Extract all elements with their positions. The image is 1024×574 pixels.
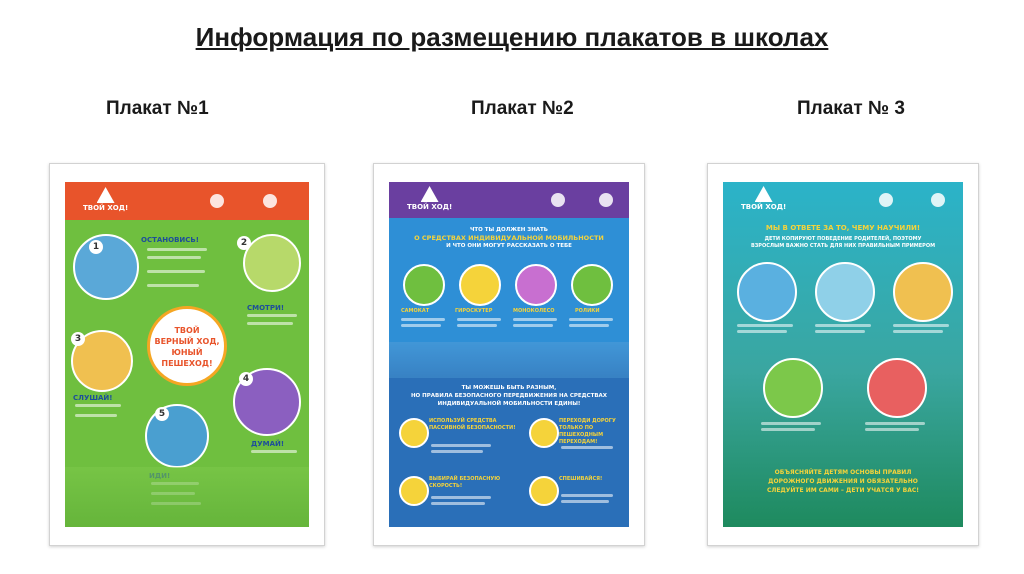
text-line bbox=[761, 428, 815, 431]
text-line bbox=[147, 270, 205, 273]
poster-2-headline: ЧТО ТЫ ДОЛЖЕН ЗНАТЬ О СРЕДСТВАХ ИНДИВИДУАЛЬНОЙ МОБИЛЬНОСТИ И ЧТО ОНИ МОГУТ РАССКАЗАТЬ О ТЕБЕ bbox=[414, 227, 604, 249]
scooter-circle bbox=[403, 264, 445, 306]
text-line bbox=[737, 330, 787, 333]
text-line bbox=[75, 414, 117, 417]
crosswalk-icon bbox=[529, 418, 559, 448]
text-line bbox=[247, 314, 297, 317]
text-line bbox=[561, 446, 613, 449]
logo-icon bbox=[421, 186, 439, 202]
text-line bbox=[457, 324, 497, 327]
emblem-icon bbox=[263, 194, 277, 208]
hoverboard-circle bbox=[459, 264, 501, 306]
step-number: 2 bbox=[237, 236, 251, 250]
step-number: 1 bbox=[89, 240, 103, 254]
poster-2-frame[interactable] bbox=[373, 163, 645, 546]
step-number: 5 bbox=[155, 407, 169, 421]
dismount-icon bbox=[529, 476, 559, 506]
text-line bbox=[569, 324, 609, 327]
poster-3-headline: МЫ В ОТВЕТЕ ЗА ТО, ЧЕМУ НАУЧИЛИ! bbox=[765, 224, 921, 232]
item-gyroscooter: ГИРОСКУТЕР bbox=[455, 308, 493, 314]
poster-2-middle: ТЫ МОЖЕШЬ БЫТЬ РАЗНЫМ, НО ПРАВИЛА БЕЗОПАСНОГО ПЕРЕДВИЖЕНИЯ НА СРЕДСТВАХ ИНДИВИДУАЛЬНОЙ МОБИЛЬНОСТИ ЕДИНЫ! bbox=[410, 385, 608, 407]
item-rollers: РОЛИКИ bbox=[575, 308, 600, 314]
text-line bbox=[893, 324, 949, 327]
poster-3-footer: ОБЪЯСНЯЙТЕ ДЕТЯМ ОСНОВЫ ПРАВИЛ ДОРОЖНОГО ДВИЖЕНИЯ И ОБЯЗАТЕЛЬНО СЛЕДУЙТЕ ИМ САМИ – ДЕТИ УЧАТСЯ У ВАС! bbox=[766, 469, 920, 494]
poster-1-image bbox=[65, 182, 309, 527]
text-line bbox=[147, 248, 207, 251]
illustration-circle-1 bbox=[737, 262, 797, 322]
rollers-circle bbox=[571, 264, 613, 306]
poster-3-subhead: ДЕТИ КОПИРУЮТ ПОВЕДЕНИЕ РОДИТЕЛЕЙ, ПОЭТОМУ ВЗРОСЛЫМ ВАЖНО СТАТЬ ДЛЯ НИХ ПРАВИЛЬНЫМ ПРИМЕРОМ bbox=[750, 236, 936, 249]
step-number: 3 bbox=[71, 332, 85, 346]
emblem-icon bbox=[210, 194, 224, 208]
text-line bbox=[569, 318, 613, 321]
tip-protection: ИСПОЛЬЗУЙ СРЕДСТВА ПАССИВНОЙ БЕЗОПАСНОСТИ! bbox=[429, 418, 516, 431]
heading-stop: ОСТАНОВИСЬ! bbox=[141, 236, 199, 244]
text-line bbox=[815, 330, 865, 333]
tip-crossing: ПЕРЕХОДИ ДОРОГУ ТОЛЬКО ПО ПЕШЕХОДНЫМ ПЕРЕХОДАМ! bbox=[559, 418, 616, 445]
text-line bbox=[737, 324, 793, 327]
text-line bbox=[513, 324, 553, 327]
emblem-icon bbox=[879, 193, 893, 207]
text-line bbox=[401, 318, 445, 321]
text-line bbox=[457, 318, 501, 321]
poster-2-image bbox=[389, 182, 629, 527]
speedometer-icon bbox=[399, 476, 429, 506]
text-line bbox=[147, 284, 199, 287]
monowheel-circle bbox=[515, 264, 557, 306]
heading-look: СМОТРИ! bbox=[247, 304, 285, 312]
text-line bbox=[431, 496, 491, 499]
text-line bbox=[561, 500, 609, 503]
illustration-circle-2 bbox=[815, 262, 875, 322]
poster-1-frame[interactable] bbox=[49, 163, 325, 546]
illustration-circle-1 bbox=[73, 234, 139, 300]
poster-1-label: Плакат №1 bbox=[106, 98, 209, 119]
poster-3-label: Плакат № 3 bbox=[797, 98, 905, 119]
text-line bbox=[147, 256, 201, 259]
poster-1-logo: ТВОЙ ХОД! bbox=[83, 187, 128, 212]
poster-3-frame[interactable] bbox=[707, 163, 979, 546]
text-line bbox=[865, 422, 925, 425]
text-line bbox=[893, 330, 943, 333]
heading-listen: СЛУШАЙ! bbox=[73, 394, 113, 402]
poster-3-logo: ТВОЙ ХОД! bbox=[741, 186, 786, 211]
tip-dismount: СПЕШИВАЙСЯ! bbox=[559, 476, 603, 482]
logo-icon bbox=[755, 186, 773, 202]
poster-2-label: Плакат №2 bbox=[471, 98, 574, 119]
illustration-circle-4 bbox=[763, 358, 823, 418]
text-line bbox=[761, 422, 821, 425]
poster-2-logo: ТВОЙ ХОД! bbox=[407, 186, 452, 211]
city-silhouette bbox=[65, 467, 309, 527]
text-line bbox=[251, 450, 297, 453]
text-line bbox=[865, 428, 919, 431]
heading-think: ДУМАЙ! bbox=[251, 440, 285, 448]
emblem-icon bbox=[551, 193, 565, 207]
illustration-circle-5 bbox=[867, 358, 927, 418]
logo-icon bbox=[97, 187, 115, 203]
poster-3-image bbox=[723, 182, 963, 527]
text-line bbox=[431, 450, 483, 453]
text-line bbox=[431, 502, 485, 505]
slide-title: Информация по размещению плакатов в школах bbox=[195, 22, 829, 52]
emblem-icon bbox=[931, 193, 945, 207]
illustration-circle-3 bbox=[893, 262, 953, 322]
text-line bbox=[75, 404, 121, 407]
item-scooter: САМОКАТ bbox=[401, 308, 430, 314]
poster-1-slogan: ТВОЙ ВЕРНЫЙ ХОД, ЮНЫЙ ПЕШЕХОД! bbox=[147, 306, 227, 386]
item-monowheel: МОНОКОЛЕСО bbox=[513, 308, 555, 314]
text-line bbox=[513, 318, 557, 321]
illustration-circle-2 bbox=[243, 234, 301, 292]
text-line bbox=[247, 322, 293, 325]
text-line bbox=[431, 444, 491, 447]
text-line bbox=[561, 494, 613, 497]
text-line bbox=[815, 324, 871, 327]
tip-speed: ВЫБИРАЙ БЕЗОПАСНУЮ СКОРОСТЬ! bbox=[429, 476, 501, 489]
text-line bbox=[401, 324, 441, 327]
emblem-icon bbox=[599, 193, 613, 207]
city-silhouette bbox=[389, 342, 629, 382]
helmet-icon bbox=[399, 418, 429, 448]
step-number: 4 bbox=[239, 372, 253, 386]
